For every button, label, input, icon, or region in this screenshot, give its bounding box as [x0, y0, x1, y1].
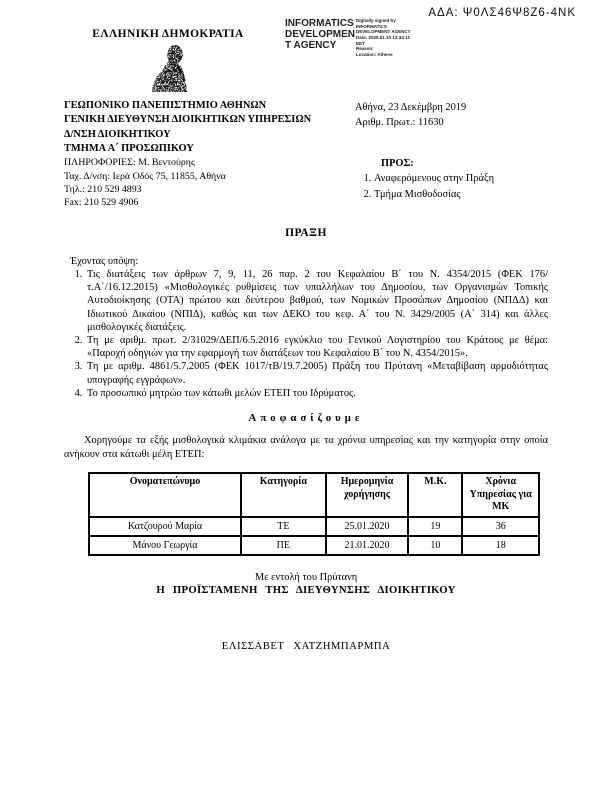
signature-detail-line: INFORMATICS — [356, 23, 387, 29]
issuing-org-block — [64, 99, 354, 210]
cell-grant-date: 21.01.2020 — [326, 536, 409, 555]
cell-years: 36 — [462, 517, 539, 536]
salary-scale-table — [88, 472, 540, 556]
col-header-category: Κατηγορία — [241, 473, 326, 517]
signoff-block — [64, 572, 548, 652]
table-row — [89, 536, 539, 555]
grant-paragraph: Χορηγούμε τα εξής μισθολογικά κλιμάκια ανάλογα με τα χρόνια υπηρεσίας και την κατηγορία στην οποία ανήκουν στα κάτωθι μέλη ΕΤΕΠ: — [64, 435, 548, 460]
decision-heading: Αποφασίζουμε — [248, 412, 364, 425]
org-phone: Τηλ.: 210 529 4893 — [64, 183, 142, 195]
col-header-name: Ονοματεπώνυμο — [89, 473, 241, 517]
consideration-item: 1. Τις διατάξεις των άρθρων 7, 9, 11, 26 παρ. 2 του Κεφαλαίου Β΄ του Ν. 4354/2015 (ΦΕΚ 176/τ.Α΄/16.12.2015) «Μισθολογικές ρυθμίσεις των υπαλλήλων του Δημοσίου, των Οργανισμών Τοπικής Αυτοδιοίκησης (ΟΤΑ) πρώτου και δεύτερου βαθμού, των Νομικών Προσώπων Δημοσίου (ΝΠΔΔ) και Ιδιωτικού Δικαίου (ΝΠΙΔ), καθώς και των ΔΕΚΟ του κεφ. Α΄ του Ν. 3429/2005 (Α΄ 314) και άλλες μισθολογικές διατάξεις. — [85, 268, 548, 334]
table-header-row — [89, 473, 539, 517]
consideration-item: 4. Το προσωπικό μητρώο των κάτωθι μελών ΕΤΕΠ του Ιδρύματος. — [85, 387, 548, 400]
org-directorate-general: ΓΕΝΙΚΗ ΔΙΕΥΘΥΝΣΗ ΔΙΟΙΚΗΤΙΚΩΝ ΥΠΗΡΕΣΙΩΝ — [64, 114, 312, 126]
signature-detail-line: Reason: — [356, 46, 374, 52]
consideration-item: 3. Τη με αριθμ. 4861/5.7.2005 (ΦΕΚ 1017/τΒ/19.7.2005) Πράξη του Πρύτανη «Μεταβίβαση αρμοδιότητας υπογραφής εγγράφων». — [85, 360, 548, 386]
signer-name: ΕΛΙΣΣΑΒΕΤ ΧΑΤΖΗΜΠΑΡΜΠΑ — [221, 639, 391, 652]
date-protocol-block — [355, 100, 466, 130]
preamble: Έχοντας υπόψη: — [70, 256, 139, 267]
university-emblem-icon — [78, 42, 258, 99]
col-header-grant-date: Ημερομηνία χορήγησης — [326, 473, 409, 517]
org-contact-person: ΠΛΗΡΟΦΟΡΙΕΣ: Μ. Βεντούρης — [64, 157, 195, 169]
org-address: Ταχ. Δ/νση: Ιερά Οδός 75, 11855, Αθήνα — [64, 170, 226, 182]
signature-details — [356, 18, 441, 57]
consideration-item: 2. Τη με αριθμ. πρωτ. 2/31029/ΔΕΠ/6.5.2016 εγκύκλιο του Γενικού Λογιστηρίου του Κράτους με θέμα: «Παροχή οδηγιών για την εφαρμογή των διατάξεων του Κεφαλαίου Β΄ του Ν. 4354/2015». — [85, 334, 548, 360]
republic-header — [78, 28, 258, 99]
org-fax: Fax: 210 529 4906 — [64, 197, 139, 209]
cell-name: Κατζουρού Μαρία — [89, 517, 241, 536]
act-body — [64, 227, 548, 652]
signing-agency-name — [285, 18, 356, 57]
recipients-list — [352, 171, 562, 202]
table-row — [89, 517, 539, 536]
col-header-years: Χρόνια Υπηρεσίας για ΜΚ — [462, 473, 539, 517]
republic-title: ΕΛΛΗΝΙΚΗ ΔΗΜΟΚΡΑΤΙΑ — [92, 28, 244, 40]
city-date: Αθήνα, 23 Δεκέμβρη 2019 — [355, 102, 467, 113]
agency-line: T AGENCY — [285, 40, 337, 51]
ada-code: ΑΔΑ: Ψ0ΛΣ46Ψ8Ζ6-4ΝΚ — [428, 7, 576, 19]
cell-grant-date: 25.01.2020 — [326, 517, 409, 536]
protocol-number: Αριθμ. Πρωτ.: 11630 — [355, 117, 444, 129]
org-directorate: Δ/ΝΣΗ ΔΙΟΙΚΗΤΙΚΟΥ — [64, 128, 171, 140]
signature-detail-line: Date: 2020.01.10 12:34:11 — [356, 34, 411, 40]
cell-mk: 19 — [408, 517, 462, 536]
cell-name: Μάνου Γεωργία — [89, 536, 241, 555]
signer-role: Η ΠΡΟΪΣΤΑΜΕΝΗ ΤΗΣ ΔΙΕΥΘΥΝΣΗΣ ΔΙΟΙΚΗΤΙΚΟΥ — [156, 583, 456, 596]
digital-signature-stamp — [285, 18, 441, 57]
signature-detail-line: EET — [356, 40, 365, 46]
recipient-item: 2. Τμήμα Μισθοδοσίας — [374, 187, 562, 203]
signature-detail-line: Digitally signed by — [356, 18, 396, 23]
recipients-block — [352, 158, 562, 202]
signature-detail-line: DEVELOPMENT AGENCY — [356, 29, 411, 35]
recipients-label: ΠΡΟΣ: — [381, 158, 414, 169]
by-order-line: Με εντολή του Πρύτανη — [254, 571, 358, 583]
considerations-list — [64, 268, 548, 400]
agency-line: INFORMATICS — [285, 18, 354, 29]
cell-years: 18 — [462, 536, 539, 555]
recipient-item: 1. Αναφερόμενους στην Πράξη — [374, 171, 562, 187]
cell-category: ΤΕ — [241, 517, 326, 536]
cell-category: ΠΕ — [241, 536, 326, 555]
org-department: ΤΜΗΜΑ Α΄ ΠΡΟΣΩΠΙΚΟΥ — [64, 143, 194, 155]
cell-mk: 10 — [408, 536, 462, 555]
act-title: ΠΡΑΞΗ — [285, 227, 327, 239]
signature-detail-line: Location: Athens — [356, 51, 393, 57]
agency-line: DEVELOPMEN — [285, 29, 356, 40]
org-name: ΓΕΩΠΟΝΙΚΟ ΠΑΝΕΠΙΣΤΗΜΙΟ ΑΘΗΝΩΝ — [64, 100, 267, 111]
col-header-mk: Μ.Κ. — [408, 473, 462, 517]
